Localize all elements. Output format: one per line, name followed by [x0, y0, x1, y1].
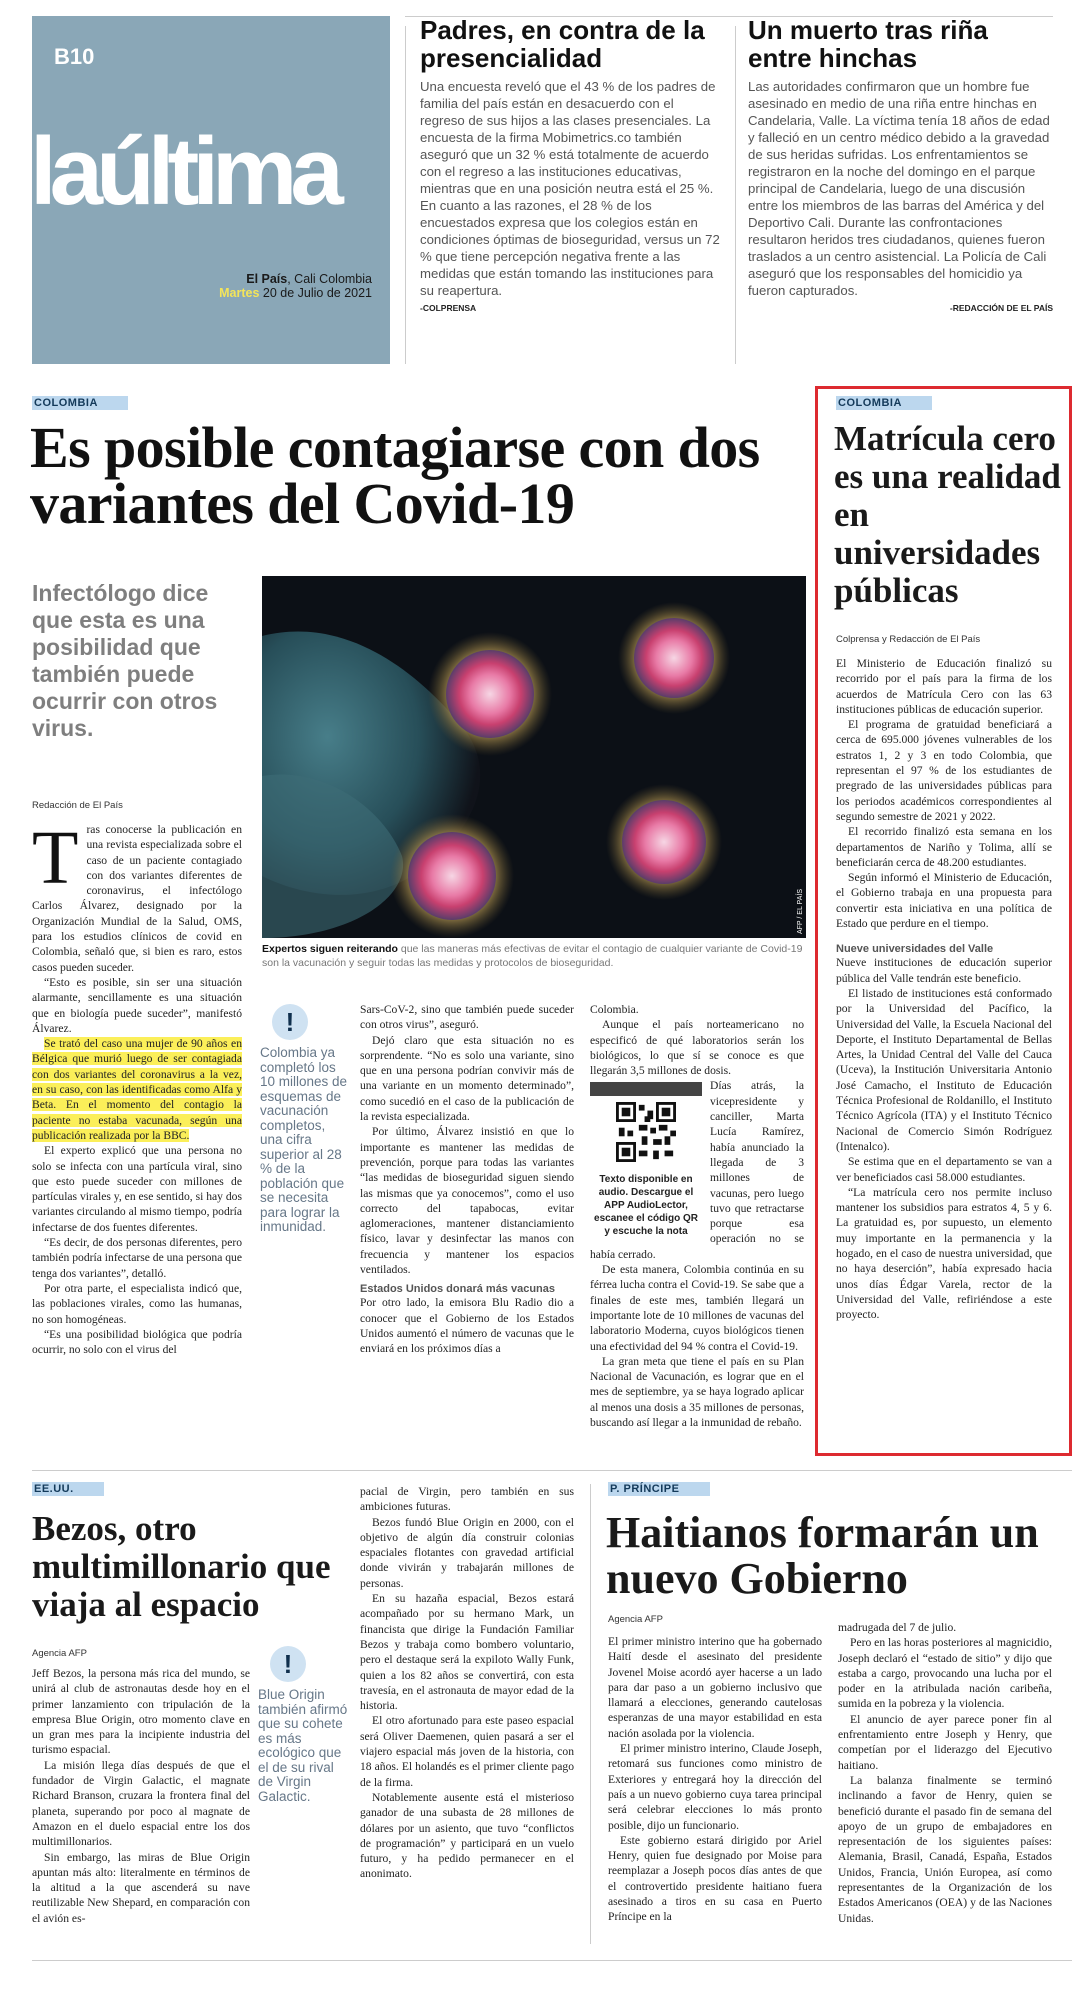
bezos-column-3 [360, 1484, 574, 1882]
page-number: B10 [54, 44, 95, 69]
paragraph: pacial de Virgin, pero también en sus ambiciones futuras. [360, 1485, 574, 1514]
byline: Redacción de El País [32, 800, 123, 811]
section-tag: COLOMBIA [32, 396, 128, 410]
brief-parents [420, 16, 720, 313]
paragraph: Notablemente ausente está el misterioso ganador de una subasta de 28 millones de dólares por un asiento, que tuvo “conflictos de programación” y participará en un vuelo futuro, y ha pedido permanecer en el anonimato. [360, 1790, 574, 1881]
paragraph: Se estima que en el departamento se van a ver beneficiados casi 58.000 estudiantes. [836, 1155, 1052, 1184]
paragraph: Por otro lado, la emisora Blu Radio dio a conocer que el Gobierno de los Estados Unidos aumentó el número de vacunas que le enviará en los próximos días a [360, 1296, 574, 1356]
edition-info [219, 272, 372, 300]
column-rule [735, 26, 736, 364]
section-rule [32, 1470, 1072, 1471]
bottom-rule [32, 1960, 1072, 1961]
byline: Agencia AFP [608, 1614, 663, 1625]
paragraph: La balanza finalmente se terminó inclinando a favor de Henry, quien se benefició durante el pasado fin de semana del apoyo de un grupo de embajadores en representación de los siguientes países: Alemania, Brasil, Canadá, España, Estados Unidos, Francia, Unión Europea, así como representantes de la Organización de los Estados Americanos (OEA) y de las Naciones Unidas. [838, 1773, 1052, 1925]
paragraph: Aunque el país norteamericano no especificó de qué laboratorios serán los biológicos, lo que sí se conoce es que llegarán 3,5 millones de dosis. [590, 1018, 804, 1078]
fact-text: Colombia ya completó los 10 millones de esquemas de vacunación completos, una cifra superior al 28 % de la población que se necesita para lograr la inmunidad. [260, 1045, 348, 1234]
main-deck: Infectólogo dice que esta es una posibilidad que también puede ocurrir con otros virus. [32, 580, 218, 741]
exclamation-icon: ! [272, 1004, 308, 1040]
drop-cap: T [32, 816, 79, 900]
section-tag: EE.UU. [32, 1482, 104, 1496]
main-column-4 [590, 1002, 804, 1430]
subheading: Estados Unidos donará más vacunas [360, 1283, 556, 1296]
brief-paragraph: En cuanto a las razones, el 28 % de los encuestados expresa que los colegios están en condiciones óptimas de bioseguridad, versus un 72 % que tiene percepción negativa frente a las medidas que están tomando las instituciones para su reapertura. [420, 198, 720, 298]
paragraph: Según informó el Ministerio de Educación, el Gobierno trabaja en una propuesta para convertir esta iniciativa en una política de Estado que perdure en el tiempo. [836, 871, 1052, 931]
section-logo: laúltima [30, 118, 337, 225]
brief-fans [748, 16, 1053, 313]
bezos-column-1 [32, 1666, 250, 1926]
paragraph: Por último, Álvarez insistió en que lo importante es mantener las medidas de prevención, porque para todas las variantes “las medidas de bioseguridad siguen siendo las mismas que ya conocemos”, como el uso correcto del tapabocas, evitar aglomeraciones, mantener distanciamiento físico, lavar y desinfectar las manos con frecuencia y mantener los espacios ventilados. [360, 1125, 574, 1277]
paragraph: En su hazaña espacial, Bezos estará acompañado por su hermano Mark, un financista que dirige la Fundación Familiar Bezos y trabaja como bombero voluntario, pero el destaque será la expiloto Wally Funk, quien a los 82 años se convertirá, con esta travesía, en el astronauta de mayor edad de la historia. [360, 1592, 574, 1713]
sidebar-headline: Matrícula cero es una realidad en universidades públicas [834, 419, 1061, 610]
paragraph: El anuncio de ayer parece poner fin al enfrentamiento entre Joseph y Henry, que competían por el liderazgo del Ejecutivo haitiano. [838, 1712, 1052, 1772]
exclamation-icon: ! [270, 1646, 306, 1682]
edition-date: 20 de Julio de 2021 [259, 286, 372, 300]
paragraph: Días atrás, la vicepresidente y canciller, Marta Lucía Ramírez, había anunciado la llegada de 3 millones de vacunas, pero luego tuvo que retractarse porque esa operación no se había cerrado. [590, 1079, 804, 1261]
paragraph: Este gobierno estará dirigido por Ariel Henry, quien fue designado por Moise para reemplazar a Joseph pocos días antes de que el controvertido presidente haitiano fuera asesinado a tiros en su casa en Puerto Príncipe en la [608, 1833, 822, 1924]
haiti-column-1 [608, 1634, 822, 1925]
paragraph-text: ras conocerse la publicación en una revista especializada sobre el caso de un paciente contagiado con dos variantes diferentes de coronavirus, el infectólogo Carlos Álvarez, designado por la Organización Mundial de la Salud, OMS, para los estudios clínicos de covid en Colombia, señaló que, si bien es raro, estos casos pueden suceder. [32, 823, 242, 974]
bezos-headline: Bezos, otro multimillonario que viaja al espacio [32, 1509, 331, 1624]
main-headline: Es posible contagiarse con dos variantes del Covid-19 [30, 415, 760, 536]
paragraph: Jeff Bezos, la persona más rica del mundo, se unirá al club de astronautas desde hoy en el primer lanzamiento con tripulación de la empresa Blue Origin, otro momento clave en un gran mes para la incipiente industria del turismo espacial. [32, 1667, 250, 1757]
paragraph: Sars-CoV-2, sino que también puede suceder con otros virus”, aseguró. [360, 1003, 574, 1032]
paragraph: El recorrido finalizó esta semana en los departamentos de Nariño y Tolima, allí se beneficiarán cerca de 48.200 estudiantes. [836, 825, 1052, 869]
brief-source: -COLPRENSA [420, 303, 477, 313]
sidebar-body [836, 656, 1052, 1322]
paragraph: El primer ministro interino, Claude Joseph, retomará sus funciones como ministro de Exteriores y entregará hoy la dirección del país a un nuevo gobierno cuya tarea principal será celebrar elecciones lo más pronto posible, dijo un funcionario. [608, 1742, 822, 1832]
brief-paragraph: Una encuesta reveló que el 43 % de los padres de familia del país están en desacuerdo con el regreso de sus hijos a las clases presenciales. La encuesta de la firma Mobimetrics.co también aseguró que un 32 % está totalmente de acuerdo con el regreso a las instituciones educativas, mientras que en una posición neutra está el 25 %. [420, 79, 716, 196]
paper-name: El País [246, 272, 288, 286]
main-column-3 [360, 1002, 574, 1357]
column-rule [590, 1484, 591, 1944]
highlighted-paragraph [32, 1036, 242, 1143]
paragraph: Pero en las horas posteriores al magnicidio, Joseph declaró el “estado de sitio” y dijo que estaba a cargo, provocando una lucha por el poder en la atribulada nación caribeña, sumida en la pobreza y la violencia. [838, 1636, 1052, 1711]
paragraph: Sin embargo, las miras de Blue Origin apuntan más alto: literalmente en términos de la altitud a la que ascenderá su nave reutilizable New Shepard, en comparación con el avión es- [32, 1850, 250, 1925]
paragraph: Bezos fundó Blue Origin en 2000, con el objetivo de algún día construir colonias espaciales flotantes con gravedad artificial donde vivirán y trabajarán millones de personas. [360, 1515, 574, 1590]
main-column-1 [32, 816, 242, 1357]
paragraph [32, 816, 242, 975]
masthead [32, 16, 390, 364]
fact-box [260, 1004, 350, 1235]
paragraph: “Es decir, de dos personas diferentes, pero también podría infectarse de una persona que tenga dos variantes”, detalló. [32, 1236, 242, 1280]
qr-code-icon[interactable] [616, 1102, 676, 1162]
brief-paragraph: Las autoridades confirmaron que un hombre fue asesinado en medio de una riña entre hinchas en Candelaria, Valle. La víctima tenía 18 años de edad y falleció en un centro médico debido a la gravedad de sus heridas sufridas. Los enfrentamientos se registraron en la noche del domingo en el parque principal de Candelaria, luego de una discusión entre los miembros de las barras del América y del Deportivo Cali. Durante las confrontaciones resultaron heridos tres ciudadanos, quienes fueron traslados a un centro asistencial. La Policía de Cali aseguró que los responsables del homicidio ya fueron capturados. [748, 79, 1050, 298]
haiti-column-2 [838, 1620, 1052, 1926]
haiti-headline: Haitianos formarán un nuevo Gobierno [606, 1508, 1039, 1603]
paragraph: “La matrícula cero nos permite incluso mantener los subsidios para estratos 4, 5 y 6. La gratuidad es, por supuesto, un elemento muy importante en la permanencia y la hogado, en el caso de nuestra universidad, que no haya deserción”, había expresado hacia unos días Édgar Varela, rector de la Universidad del Valle, refiriéndose a este proyecto. [836, 1185, 1052, 1322]
brief-source: -REDACCIÓN DE EL PAÍS [949, 303, 1053, 313]
paragraph: El Ministerio de Educación finalizó su recorrido por el país para la firma de los acuerdos de Matrícula Cero con las 63 instituciones públicas de educación superior. [836, 657, 1052, 716]
paragraph: El primer ministro interino que ha gobernado Haití desde el asesinato del presidente Jovenel Moise acordó ayer hacerse a un lado para dar paso a un gobierno inclusivo que llamará a elecciones, generando cautelosas esperanzas de una mayor estabilidad en esta nación asolada por la violencia. [608, 1635, 822, 1740]
paper-city: , Cali Colombia [287, 272, 372, 286]
caption-text: que las maneras más efectivas de evitar el contagio de cualquier variante de Covid-19 son la vacunación y seguir todas las medidas y protocolos de bioseguridad. [262, 943, 803, 969]
paragraph: El listado de instituciones está conformado por la Universidad del Pacífico, la Universidad del Valle, la Escuela Nacional del Deporte, el Instituto Departamental de Bellas Artes, la Unidad Central del Valle del Cauca (Uceva), la Institución Universitaria Antonio José Camacho, el Instituto de Educación Técnica Profesional de Roldanillo, el Instituto Técnico Agrícola (ITA) y el Instituto Técnico Nacional de Comercio Simón Rodríguez (Intenalco). [836, 986, 1052, 1153]
brief-title: Padres, en contra de la presencialidad [420, 15, 705, 73]
subheading: Nueve universidades del Valle [836, 943, 994, 956]
qr-instructions: Texto disponible en audio. Descargue el APP AudioLector, escanee el código QR y escuche la nota [594, 1174, 698, 1238]
paragraph: Nueve instituciones de educación superior pública del Valle tendrán este beneficio. [836, 956, 1052, 985]
paragraph: “Es una posibilidad biológica que podría ocurrir, no solo con el virus del [32, 1327, 242, 1357]
fact-box [258, 1646, 348, 1804]
brief-title: Un muerto tras riña entre hinchas [748, 15, 988, 73]
paragraph: La gran meta que tiene el país en su Plan Nacional de Vacunación, es lograr que en el mes de septiembre, ya se haya logrado aplicar al menos una dosis a 35 millones de personas, buscando así llegar a la inmunidad de rebaño. [590, 1354, 804, 1430]
photo-credit: AFP / EL PAÍS [797, 888, 804, 934]
virus-photo [262, 576, 806, 938]
paragraph: “Esto es posible, sin ser una situación alarmante, sencillamente es una situación que en biología puede suceder”, manifestó Álvarez. [32, 975, 242, 1035]
photo-caption [262, 942, 806, 970]
paragraph: Colombia. [590, 1003, 639, 1016]
caption-lead: Expertos siguen reiterando [262, 943, 398, 955]
paragraph: De esta manera, Colombia continúa en su férrea lucha contra el Covid-19. Se sabe que a finales de este mes, también llegará un importante lote de 10 millones de vacunas del laboratorio Moderna, cuyos biológicos tienen una efectividad del 94 % contra el Covid-19. [590, 1263, 804, 1353]
section-tag: P. PRÍNCIPE [608, 1482, 710, 1496]
byline: Agencia AFP [32, 1648, 87, 1659]
paragraph: madrugada del 7 de julio. [838, 1621, 957, 1634]
paragraph: El experto explicó que una persona no solo se infecta con una partícula viral, sino que esto puede suceder con millones de partículas virales y, en ese sentido, si hay dos variantes circulando al mismo tiempo, podría infectarse de dos fuentes diferentes. [32, 1144, 242, 1234]
section-tag: COLOMBIA [836, 396, 932, 410]
paragraph: El programa de gratuidad beneficiará a cerca de 695.000 jóvenes vulnerables de los estratos 1, 2 y 3 en todo Colombia, que representan el 97 % de los estudiantes de pregrado de las universidades públicas para los periodos académicos correspondientes al segundo semestre de 2021 y 2022. [836, 718, 1052, 823]
paragraph: La misión llega días después de que el fundador de Virgin Galactic, el magnate Richard Branson, cruzara la frontera final del planeta, superando por poco al magnate de Amazon en el duelo espacial entre los dos multimillonarios. [32, 1758, 250, 1849]
qr-banner [590, 1082, 702, 1096]
qr-block [590, 1082, 702, 1238]
fact-text: Blue Origin también afirmó que su cohete es más ecológico que el de su rival de Virgin Galactic. [258, 1687, 348, 1804]
column-rule [405, 26, 406, 364]
byline: Colprensa y Redacción de El País [836, 634, 981, 645]
paragraph: Dejó claro que esta situación no es sorprendente. “No es solo una variante, sino que en una persona podrían convivir más de una variante en un momento determinado”, como sucedió en el caso de la publicación de la revista especializada. [360, 1033, 574, 1124]
paragraph: Por otra parte, el especialista indicó que, las poblaciones virales, como las humanas, no son homogéneas. [32, 1281, 242, 1326]
edition-day: Martes [219, 286, 260, 300]
highlight-text: Se trató del caso una mujer de 90 años en Bélgica que murió luego de ser contagiada con dos variantes del coronavirus a la vez, en su caso, con las identificadas como Alfa y Beta. En el momento del contagio la paciente no estaba vacunada, según una publicación realizada por la BBC. [32, 1037, 242, 1142]
paragraph: El otro afortunado para este paseo espacial será Oliver Daemenen, quien pasará a ser el viajero espacial más joven de la historia, con 18 años. El holandés es el primer cliente pago de la firma. [360, 1714, 574, 1789]
virus-illustration [262, 576, 806, 938]
